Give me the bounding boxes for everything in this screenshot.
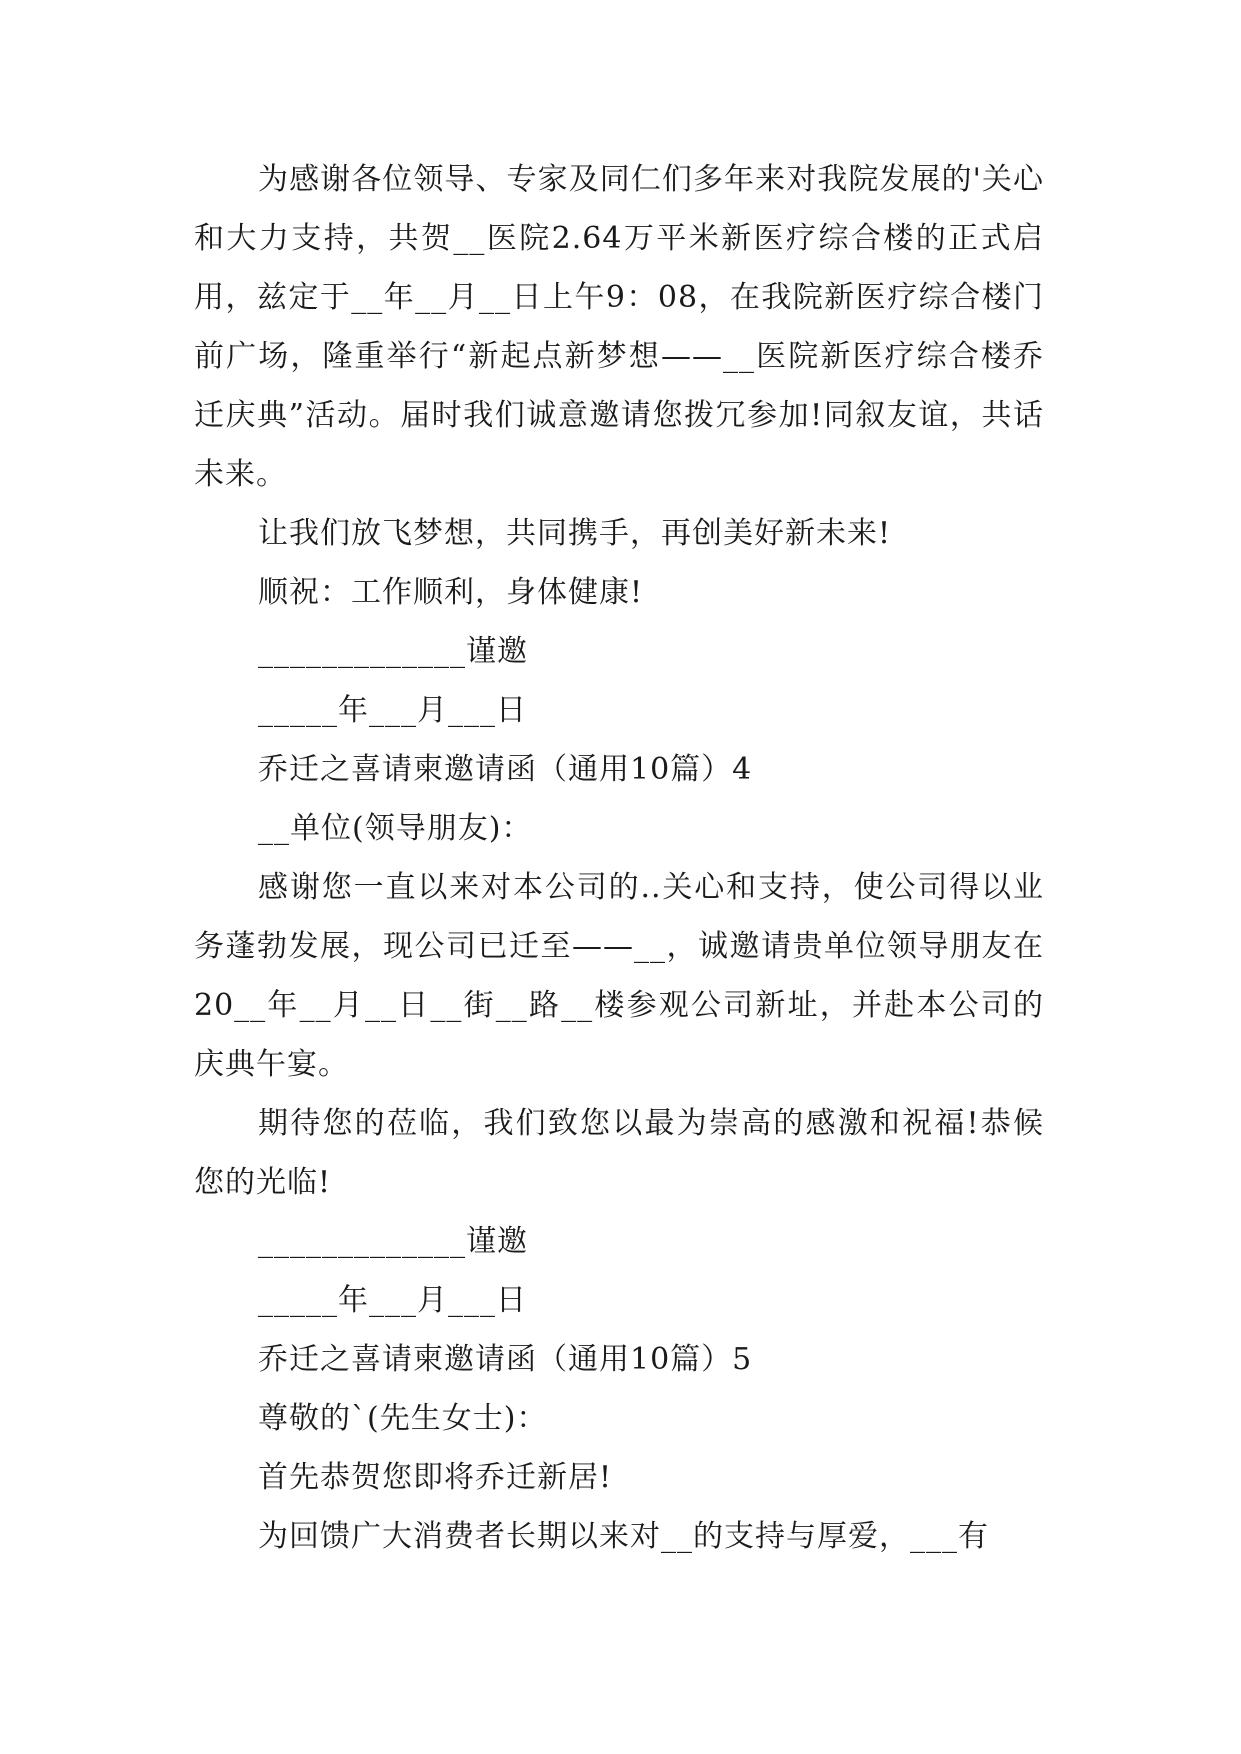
signature-line: _____________谨邀	[258, 1224, 528, 1259]
paragraph-looking-forward: 期待您的莅临，我们致您以最为崇高的感激和祝福!恭候您的光临!	[194, 1106, 1044, 1200]
date-line: _____年___月___日	[258, 693, 527, 728]
paragraph-wishes: 顺祝：工作顺利，身体健康!	[258, 575, 644, 610]
section-heading-4: 乔迁之喜请柬邀请函（通用10篇）4	[258, 752, 753, 787]
signature-line: _____________谨邀	[258, 634, 528, 669]
salutation: __单位(领导朋友)：	[258, 811, 533, 846]
paragraph-dream: 让我们放飞梦想，共同携手，再创美好新未来!	[258, 516, 892, 551]
paragraph-congratulations: 首先恭贺您即将乔迁新居!	[258, 1460, 613, 1495]
document-body	[194, 150, 1044, 1566]
paragraph-invitation-intro: 为感谢各位领导、专家及同仁们多年来对我院发展的'关心和大力支持，共贺__医院2.64万平米新医疗综合楼的正式启用，兹定于__年__月__日上午9：08，在我院新医疗综合楼门前广场，隆重举行“新起点新梦想——__医院新医疗综合楼乔迁庆典”活动。届时我们诚意邀请您拨冗参加!同叙友谊，共话未来。	[194, 162, 1044, 492]
salutation: 尊敬的`(先生女士)：	[258, 1401, 548, 1436]
date-line: _____年___月___日	[258, 1283, 527, 1318]
paragraph-feedback: 为回馈广大消费者长期以来对__的支持与厚爱，___有	[258, 1519, 989, 1554]
paragraph-company-moved: 感谢您一直以来对本公司的..关心和支持，使公司得以业务蓬勃发展，现公司已迁至——__，诚邀请贵单位领导朋友在20__年__月__日__街__路__楼参观公司新址，并赴本公司的庆典午宴。	[194, 870, 1044, 1082]
section-heading-5: 乔迁之喜请柬邀请函（通用10篇）5	[258, 1342, 753, 1377]
